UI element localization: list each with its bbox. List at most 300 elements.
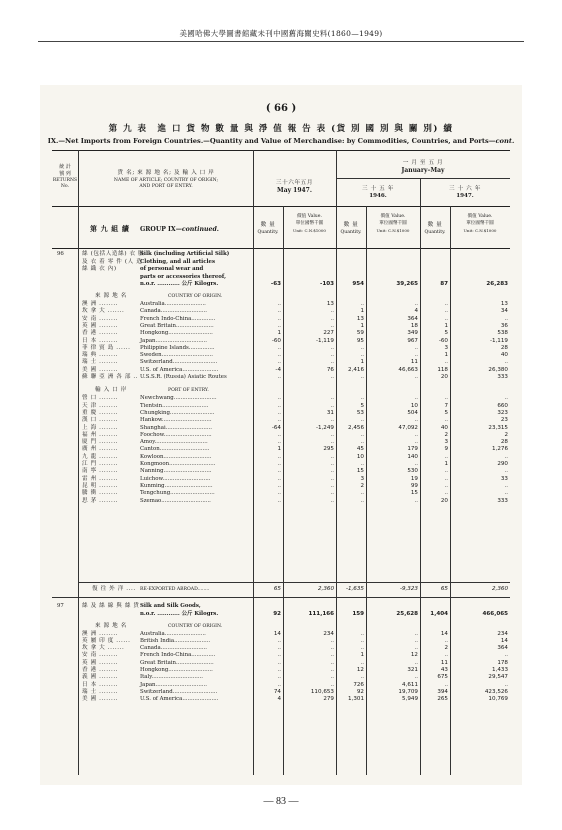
origin-name-zh: 瑞 典 ........ [82, 352, 119, 359]
cell-value: .. [444, 637, 448, 644]
cell-value: 504 [407, 409, 418, 416]
col-line-5 [366, 206, 367, 775]
reexport-en: RE-EXPORTED ABROAD........ [140, 587, 210, 592]
cell-value: -64 [271, 424, 281, 431]
cell-value: .. [277, 322, 281, 329]
cell-value: .. [277, 439, 281, 446]
item-name-zh: 絲 及 絲 線 與 絲 貨 [82, 603, 140, 609]
cell-value: 23 [500, 417, 508, 424]
cell-value: .. [277, 482, 281, 489]
cell-value: .. [444, 652, 448, 659]
origin-heading-zh: 來 源 地 名 [95, 622, 127, 629]
cell-value: 76 [326, 366, 334, 373]
cell-value: 178 [497, 659, 508, 666]
cell-value: 323 [497, 409, 508, 416]
cell-value: .. [277, 409, 281, 416]
cell-value: 10 [410, 402, 418, 409]
port-name-en: Kongmoon........................... [140, 461, 216, 467]
cell-value: 295 [323, 446, 334, 453]
entry-heading-zh: 輸 入 口 岸 [95, 387, 127, 394]
cell-value: .. [277, 352, 281, 359]
cell-value: 2,416 [347, 366, 364, 373]
cell-value: .. [504, 681, 508, 688]
cell-value: .. [330, 681, 334, 688]
cell-value: 3 [444, 439, 448, 446]
cell-value: 14 [500, 637, 508, 644]
cell-value: .. [414, 645, 418, 652]
origin-name-zh: 菲 律 賓 島 ...... [82, 344, 131, 351]
origin-name-en: Hongkong.......................... [140, 667, 213, 673]
origin-name-en: Australia........................ [140, 630, 206, 637]
cell-value: .. [330, 322, 334, 329]
cell-value: .. [277, 374, 281, 380]
cell-value: 10,769 [488, 696, 508, 703]
port-name-zh: 上 海 ........ [82, 424, 119, 431]
origin-name-zh: 英 屬 印 度 ...... [82, 637, 131, 644]
cell-value: .. [277, 431, 281, 438]
port-name-en: Chungking.......................... [140, 409, 215, 416]
title-en-cont: cont. [495, 137, 515, 145]
cell-value: .. [414, 344, 418, 351]
cell-value: .. [360, 439, 364, 446]
item-name-zh: 及 衣 着 零 件 (人 造 [82, 258, 143, 265]
cell-value: 11 [440, 659, 448, 666]
cell-value: 5 [360, 402, 364, 409]
cell-value: .. [277, 301, 281, 307]
cell-value: 23,315 [488, 424, 508, 431]
cell-value: 2,360 [491, 586, 508, 592]
origin-name-en: Canada........................... [140, 645, 207, 652]
cell-value: 3 [444, 344, 448, 351]
origin-name-zh: 安 南 ........ [82, 315, 119, 322]
cell-value: 43 [440, 667, 448, 673]
cell-value: .. [277, 359, 281, 366]
origin-name-zh: 日 本 ........ [82, 337, 119, 344]
cell-value: 179 [407, 446, 418, 453]
cell-value: 140 [407, 453, 418, 460]
cell-value: .. [444, 681, 448, 688]
cell-value: 65 [440, 586, 448, 592]
cell-value: .. [504, 315, 508, 322]
cell-value: 20 [440, 374, 448, 380]
origin-name-zh: 瑞 士 ........ [82, 359, 119, 366]
origin-name-en: U.S.S.R. (Russia) Asiatic Routes [140, 374, 227, 380]
origin-name-en: Great Britain...................... [140, 659, 214, 666]
cell-value: 364 [407, 315, 418, 322]
qty-header-en-1: Quantity. [257, 230, 279, 235]
cell-value: 290 [497, 461, 508, 467]
cell-value: 46,663 [398, 366, 418, 373]
table-header-rule [52, 206, 510, 207]
cell-value: .. [414, 637, 418, 644]
cell-value: .. [414, 674, 418, 681]
cell-value: 95 [356, 337, 364, 344]
cell-value: 13 [500, 301, 508, 307]
cell-value: -1,635 [345, 586, 364, 592]
header-rule [38, 41, 524, 42]
cell-value: .. [414, 417, 418, 424]
group-en-cont: continued. [181, 226, 219, 233]
origin-name-zh: 澳 洲 ........ [82, 301, 119, 307]
origin-name-en: Canada........................... [140, 308, 207, 315]
val-unit-zh-3: 單位國幣千圓 [466, 221, 494, 226]
cell-value: 349 [407, 330, 418, 337]
cell-value: .. [277, 674, 281, 681]
port-name-zh: 廣 州 ........ [82, 446, 119, 453]
origin-name-zh: 安 南 ........ [82, 652, 119, 659]
cell-value: 28 [500, 439, 508, 446]
cell-value: 2 [504, 431, 508, 438]
cell-value: .. [360, 637, 364, 644]
port-name-zh: 昆 明 ........ [82, 482, 119, 489]
origin-name-zh: 坎 拿 大 ....... [82, 645, 125, 652]
cell-value: 15 [410, 490, 418, 497]
cell-value: .. [414, 395, 418, 402]
cell-value: .. [330, 637, 334, 644]
origin-name-en: Australia........................ [140, 301, 206, 307]
cell-value: 466,065 [482, 610, 508, 617]
val-unit-en-3: Unit: C.N.$1000 [463, 228, 497, 233]
item-number: 97 [57, 603, 64, 609]
item-number: 96 [57, 251, 64, 257]
jan-may-zh: 一 月 至 五 月 [402, 160, 444, 166]
cell-value: .. [277, 490, 281, 497]
cell-value: .. [277, 453, 281, 460]
article-header-en-2: AND PORT OF ENTRY. [139, 184, 193, 189]
port-name-zh: 江 門 ........ [82, 461, 119, 467]
cell-value: .. [414, 352, 418, 359]
period2-zh: 三 十 五 年 [362, 186, 394, 192]
cell-value: 5 [444, 409, 448, 416]
cell-value: .. [330, 395, 334, 402]
val-unit-zh-2: 單位國幣千圓 [379, 221, 407, 226]
cell-value: 423,526 [484, 688, 508, 695]
port-name-en: Amoy............................... [140, 439, 208, 446]
cell-value: .. [330, 645, 334, 652]
origin-name-zh: 瑞 士 ........ [82, 688, 119, 695]
port-name-zh: 南 寧 ........ [82, 468, 119, 475]
cell-value: 34 [500, 308, 508, 315]
cell-value: .. [277, 344, 281, 351]
cell-value: 18 [410, 322, 418, 329]
cell-value: 9 [444, 446, 448, 453]
cell-value: 20 [440, 497, 448, 504]
cell-value: .. [444, 482, 448, 489]
cell-value: 954 [352, 281, 364, 287]
origin-name-en: Sweden.............................. [140, 352, 214, 359]
cell-value: 12 [356, 667, 364, 673]
cell-value: .. [277, 308, 281, 315]
val-header-3: 價值 Value. [467, 214, 493, 219]
cell-value: .. [330, 417, 334, 424]
cell-value: .. [504, 468, 508, 475]
port-name-en: Shanghai........................... [140, 424, 212, 431]
cell-value: .. [330, 402, 334, 409]
cell-value: 4 [414, 308, 418, 315]
cell-value: 92 [273, 610, 281, 617]
item-separator-rule [52, 597, 510, 598]
cell-value: .. [360, 461, 364, 467]
cell-value: .. [330, 315, 334, 322]
article-header-en-1: NAME OF ARTICLE; COUNTRY OF ORIGIN; [113, 178, 219, 183]
cell-value: .. [360, 645, 364, 652]
cell-value: -1,249 [315, 424, 334, 431]
cell-value: 36 [500, 322, 508, 329]
article-header-zh: 貨 名; 來 源 地 名; 及 輸 入 口 岸 [117, 170, 215, 176]
cell-value: .. [360, 395, 364, 402]
qty-header-zh-3: 數 量 [427, 222, 443, 228]
cell-value: 2,360 [317, 586, 334, 592]
val-unit-en-1: Unit: C.N.$1000 [293, 228, 326, 233]
cell-value: .. [360, 301, 364, 307]
origin-name-zh: 坎 拿 大 ....... [82, 308, 125, 315]
cell-value: 333 [497, 497, 508, 504]
cell-value: 29,547 [488, 674, 508, 681]
port-name-en: Canton............................. [140, 446, 210, 453]
cell-value: 159 [352, 610, 364, 617]
qty-header-zh-2: 數 量 [343, 222, 359, 228]
cell-value: 364 [497, 645, 508, 652]
port-name-zh: 營 口 ........ [82, 395, 119, 402]
cell-value: 1,276 [491, 446, 508, 453]
group-en-label: GROUP IX— [140, 226, 182, 233]
cell-value: 2 [360, 482, 364, 489]
origin-name-zh: 日 本 ........ [82, 681, 119, 688]
cell-value: .. [414, 659, 418, 666]
item-name-en: Silk (including Artificial Silk) [140, 251, 230, 257]
cell-value: .. [330, 439, 334, 446]
cell-value: 14 [440, 630, 448, 637]
cell-value: .. [330, 667, 334, 673]
cell-value: 1 [277, 330, 281, 337]
cell-value: 12 [410, 652, 418, 659]
cell-value: 13 [356, 315, 364, 322]
port-name-zh: 天 津 ........ [82, 402, 119, 409]
cell-value: .. [414, 431, 418, 438]
cell-value: .. [330, 497, 334, 504]
origin-name-en: Hongkong.......................... [140, 330, 213, 337]
cell-value: 1 [444, 461, 448, 467]
origin-name-zh: 美 國 ........ [82, 696, 119, 703]
cell-value: 2 [444, 645, 448, 652]
port-name-zh: 思 茅 ........ [82, 497, 119, 504]
cell-value: 1 [360, 652, 364, 659]
cell-value: 7 [444, 402, 448, 409]
origin-heading-en: COUNTRY OF ORIGIN. [168, 623, 223, 629]
item-name-en: n.o.r. ............ 公斤 Kilogrs. [140, 610, 219, 617]
page-number: ( 66 ) [265, 103, 297, 114]
origin-name-zh: 香 港 ........ [82, 667, 119, 673]
cell-value: 118 [437, 366, 448, 373]
cell-value: .. [360, 344, 364, 351]
cell-value: .. [414, 301, 418, 307]
item-name-zh: 絲 織 衣 內) [82, 266, 117, 272]
cell-value: 74 [273, 688, 281, 695]
cell-value: .. [330, 659, 334, 666]
cell-value: 53 [356, 409, 364, 416]
cell-value: .. [414, 374, 418, 380]
cell-value: .. [277, 637, 281, 644]
title-en-main: IX.—Net Imports from Foreign Countries.—Quantity and Value of Merchandise: by Commodities, Countries, and Ports— [47, 137, 496, 145]
cell-value: 227 [323, 330, 334, 337]
port-name-zh: 雷 州 ........ [82, 475, 119, 482]
origin-name-en: Switzerland.......................... [140, 359, 218, 366]
cell-value: 2 [444, 431, 448, 438]
qty-header-zh-1: 數 量 [260, 222, 276, 228]
cell-value: .. [360, 497, 364, 504]
origin-name-zh: 英 國 ........ [82, 659, 119, 666]
qty-header-en-3: Quantity. [424, 230, 446, 235]
port-name-en: Kowloon............................ [140, 453, 212, 460]
port-name-en: Nanning............................ [140, 468, 212, 475]
cell-value: .. [444, 315, 448, 322]
page-footer-number: — 83 — [263, 796, 299, 807]
val-header-1: 價值 Value. [297, 214, 322, 219]
cell-value: 19 [410, 475, 418, 482]
cell-value: 87 [440, 281, 448, 287]
cell-value: 321 [407, 667, 418, 673]
cell-value: 33 [500, 475, 508, 482]
cell-value: .. [330, 468, 334, 475]
cell-value: .. [330, 308, 334, 315]
cell-value: 39,265 [396, 281, 418, 287]
cell-value: 538 [497, 330, 508, 337]
cell-value: .. [360, 431, 364, 438]
origin-name-en: U.S. of America..................... [140, 366, 219, 373]
cell-value: 13 [326, 301, 334, 307]
port-name-en: Foochow............................ [140, 431, 212, 438]
period3-zh: 三 十 六 年 [449, 186, 481, 192]
cell-value: 4,611 [401, 681, 418, 688]
cell-value: 14 [273, 630, 281, 637]
cell-value: .. [444, 475, 448, 482]
port-name-en: Tientsin........................... [140, 402, 209, 409]
period1-zh: 三十六年五月 [275, 180, 314, 186]
cell-value: .. [330, 374, 334, 380]
cell-value: .. [277, 645, 281, 652]
cell-value: .. [330, 475, 334, 482]
cell-value: .. [277, 497, 281, 504]
cell-value: .. [504, 395, 508, 402]
cell-value: .. [277, 402, 281, 409]
val-unit-zh-1: 單位國幣千圓 [295, 221, 324, 226]
cell-value: .. [360, 674, 364, 681]
cell-value: 92 [356, 688, 364, 695]
cell-value: -4 [275, 366, 281, 373]
cell-value: .. [504, 490, 508, 497]
origin-name-zh: 澳 洲 ........ [82, 630, 119, 637]
origin-name-zh: 蘇 聯 亞 洲 各 部 .. [82, 374, 139, 380]
cell-value: .. [277, 475, 281, 482]
cell-value: 15 [356, 468, 364, 475]
cell-value: -63 [270, 281, 281, 287]
origin-name-en: Switzerland.......................... [140, 688, 218, 695]
cell-value: .. [360, 417, 364, 424]
table-subheader-rule [52, 248, 510, 249]
cell-value: 4 [277, 696, 281, 703]
cell-value: .. [277, 681, 281, 688]
cell-value: .. [330, 490, 334, 497]
cell-value: 110,653 [310, 688, 334, 695]
cell-value: 65 [273, 586, 281, 592]
cell-value: .. [414, 497, 418, 504]
port-name-en: Luichow............................ [140, 475, 211, 482]
cell-value: .. [330, 453, 334, 460]
origin-name-en: Japan.............................. [140, 681, 207, 688]
origin-name-en: French Indo-China.............. [140, 652, 216, 659]
cell-value: .. [360, 490, 364, 497]
cell-value: 26,283 [486, 281, 508, 287]
cell-value: .. [444, 468, 448, 475]
cell-value: 40 [440, 424, 448, 431]
cell-value: .. [277, 667, 281, 673]
cell-value: 967 [407, 337, 418, 344]
origin-name-zh: 美 國 ........ [82, 366, 119, 373]
port-name-en: Szemao............................. [140, 497, 211, 504]
cell-value: 5 [444, 330, 448, 337]
port-name-zh: 重 慶 ........ [82, 409, 119, 416]
cell-value: .. [360, 374, 364, 380]
cell-value: 11 [410, 359, 418, 366]
origin-heading-zh: 來 源 地 名 [95, 293, 127, 299]
cell-value: .. [330, 652, 334, 659]
cell-value: 40 [500, 352, 508, 359]
port-name-en: Newchwang......................... [140, 395, 217, 402]
item-name-en: n.o.r. ............ 公斤 Kilogrs. [140, 281, 219, 287]
cell-value: .. [444, 453, 448, 460]
port-name-zh: 騰 衝 ........ [82, 490, 119, 497]
period2-en: 1946. [369, 193, 387, 199]
cell-value: 1 [360, 359, 364, 366]
item-name-en: parts or accessories thereof, [140, 273, 226, 280]
origin-name-en: Italy.............................. [140, 674, 203, 681]
cell-value: 99 [410, 482, 418, 489]
origin-name-en: U.S. of America..................... [140, 696, 219, 703]
cell-value: .. [444, 395, 448, 402]
group-heading-zh: 第 九 組 續 [90, 224, 130, 233]
col-line-7 [450, 206, 451, 775]
jan-may-en: January–May [401, 167, 445, 174]
item-name-zh: 絲 (包括人造絲) 衣 服 [82, 251, 145, 257]
port-name-zh: 漢 口 ........ [82, 417, 119, 424]
cell-value: .. [414, 630, 418, 637]
val-unit-en-2: Unit: C.N.$1000 [376, 228, 410, 233]
cell-value: -103 [320, 281, 334, 287]
cell-value: .. [360, 630, 364, 637]
cell-value: 394 [437, 688, 448, 695]
cell-value: .. [277, 659, 281, 666]
port-name-en: Hankow............................. [140, 417, 212, 424]
origin-name-zh: 義 國 ........ [82, 674, 119, 681]
cell-value: -9,323 [399, 586, 418, 592]
origin-name-zh: 英 國 ........ [82, 322, 119, 329]
period1-en: May 1947. [277, 187, 312, 194]
cell-value: -60 [438, 337, 448, 344]
cell-value: .. [277, 652, 281, 659]
cell-value: 111,166 [308, 610, 334, 617]
table-top-rule [52, 150, 510, 151]
reexport-rule [78, 582, 510, 583]
cell-value: .. [504, 652, 508, 659]
origin-name-en: Philippine Islands............... [140, 344, 215, 351]
port-name-en: Kunming............................ [140, 482, 213, 489]
cell-value: 1 [444, 352, 448, 359]
cell-value: 1,404 [430, 610, 448, 617]
cell-value: .. [330, 674, 334, 681]
cell-value: 10 [356, 453, 364, 460]
port-name-en: Tengchung.......................... [140, 490, 215, 497]
reexport-zh: 復 往 外 洋 .... [92, 586, 136, 592]
